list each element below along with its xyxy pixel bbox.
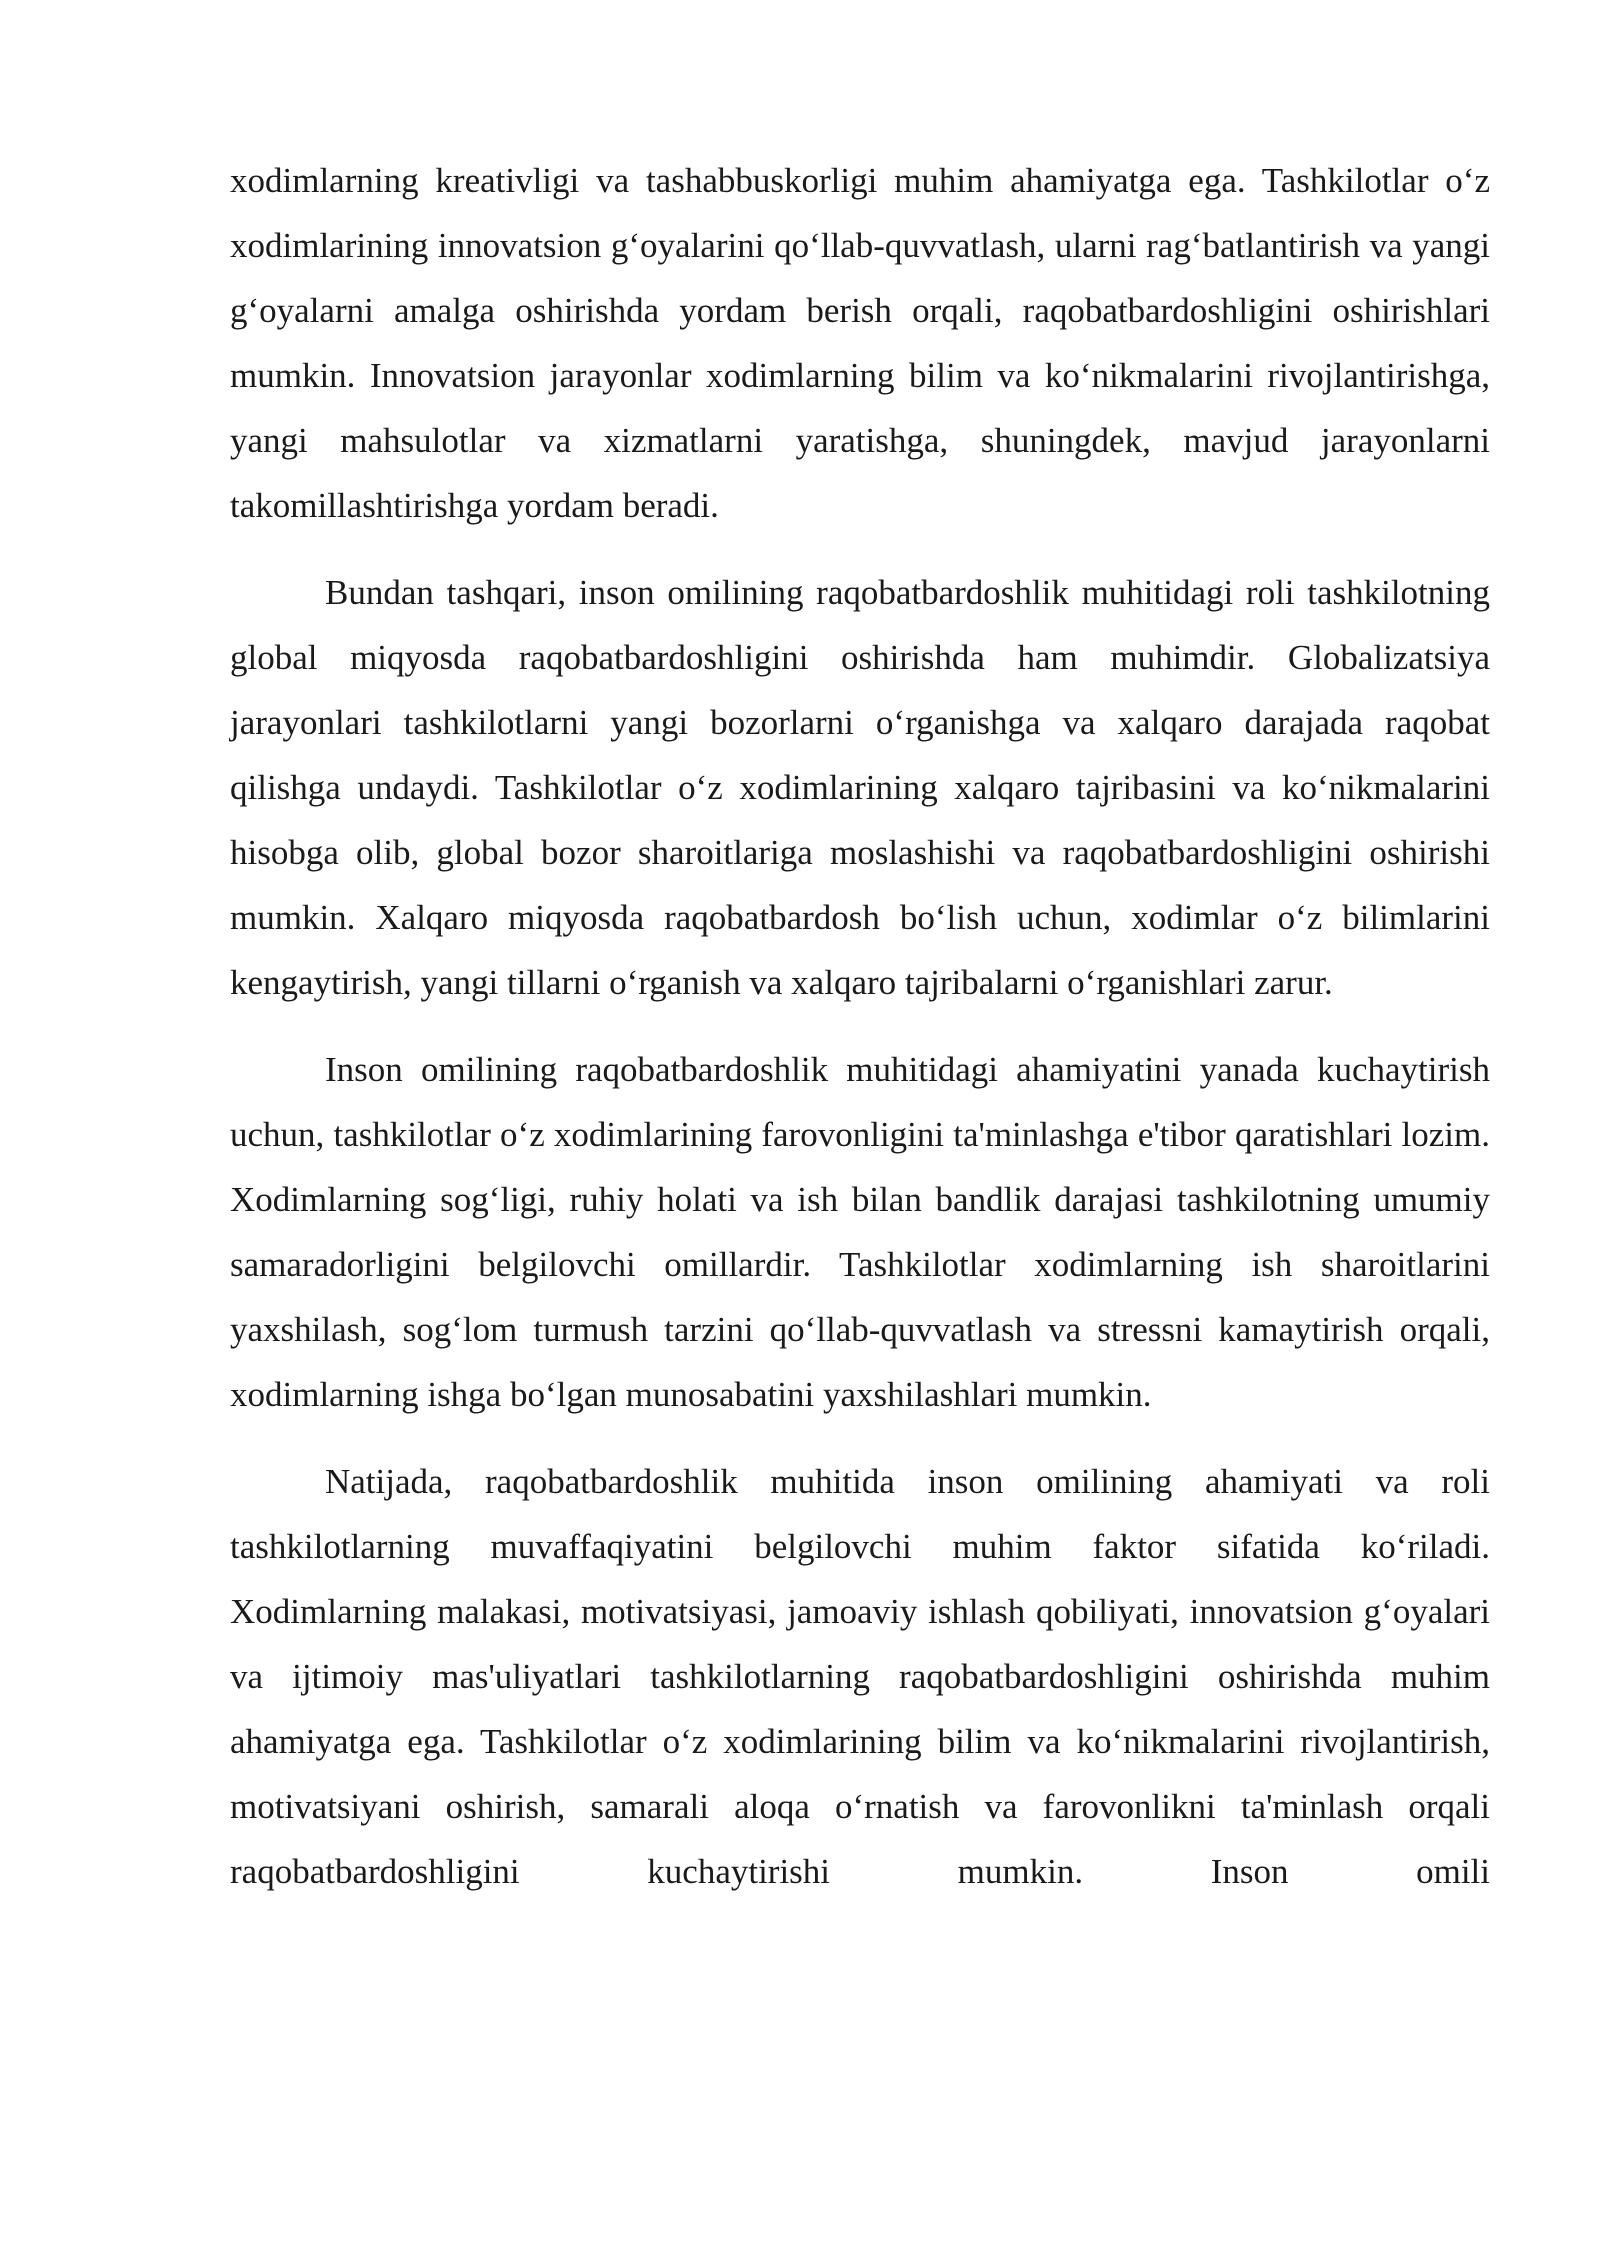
- body-text: [230, 148, 1490, 1904]
- paragraph-4: Natijada, raqobatbardoshlik muhitida inson omilining ahamiyati va roli tashkilotlarning muvaffaqiyatini belgilovchi muhim faktor sifatida ko‘riladi. Xodimlarning malakasi, motivatsiyasi, jamoaviy ishlash qobiliyati, innovatsion g‘oyalari va ijtimoiy mas'uliyatlari tashkilotlarning raqobatbardoshligini oshirishda muhim ahamiyatga ega. Tashkilotlar o‘z xodimlarining bilim va ko‘nikmalarini rivojlantirish, motivatsiyani oshirish, samarali aloqa o‘rnatish va farovonlikni ta'minlash orqali raqobatbardoshligini kuchaytirishi mumkin. Inson omili: [230, 1462, 1490, 1891]
- paragraph-3: Inson omilining raqobatbardoshlik muhitidagi ahamiyatini yanada kuchaytirish uchun, tashkilotlar o‘z xodimlarining farovonligini ta'minlashga e'tibor qaratishlari lozim. Xodimlarning sog‘ligi, ruhiy holati va ish bilan bandlik darajasi tashkilotning umumiy samaradorligini belgilovchi omillardir. Tashkilotlar xodimlarning ish sharoitlarini yaxshilash, sog‘lom turmush tarzini qo‘llab-quvvatlash va stressni kamaytirish orqali, xodimlarning ishga bo‘lgan munosabatini yaxshilashlari mumkin.: [230, 1050, 1490, 1414]
- paragraph-1: xodimlarning kreativligi va tashabbuskorligi muhim ahamiyatga ega. Tashkilotlar o‘z xodimlarining innovatsion g‘oyalarini qo‘llab-quvvatlash, ularni rag‘batlantirish va yangi g‘oyalarni amalga oshirishda yordam berish orqali, raqobatbardoshligini oshirishlari mumkin. Innovatsion jarayonlar xodimlarning bilim va ko‘nikmalarini rivojlantirishga, yangi mahsulotlar va xizmatlarni yaratishga, shuningdek, mavjud jarayonlarni takomillashtirishga yordam beradi.: [230, 161, 1490, 525]
- paragraph-2: Bundan tashqari, inson omilining raqobatbardoshlik muhitidagi roli tashkilotning global miqyosda raqobatbardoshligini oshirishda ham muhimdir. Globalizatsiya jarayonlari tashkilotlarni yangi bozorlarni o‘rganishga va xalqaro darajada raqobat qilishga undaydi. Tashkilotlar o‘z xodimlarining xalqaro tajribasini va ko‘nikmalarini hisobga olib, global bozor sharoitlariga moslashishi va raqobatbardoshligini oshirishi mumkin. Xalqaro miqyosda raqobatbardosh bo‘lish uchun, xodimlar o‘z bilimlarini kengaytirish, yangi tillarni o‘rganish va xalqaro tajribalarni o‘rganishlari zarur.: [230, 573, 1490, 1002]
